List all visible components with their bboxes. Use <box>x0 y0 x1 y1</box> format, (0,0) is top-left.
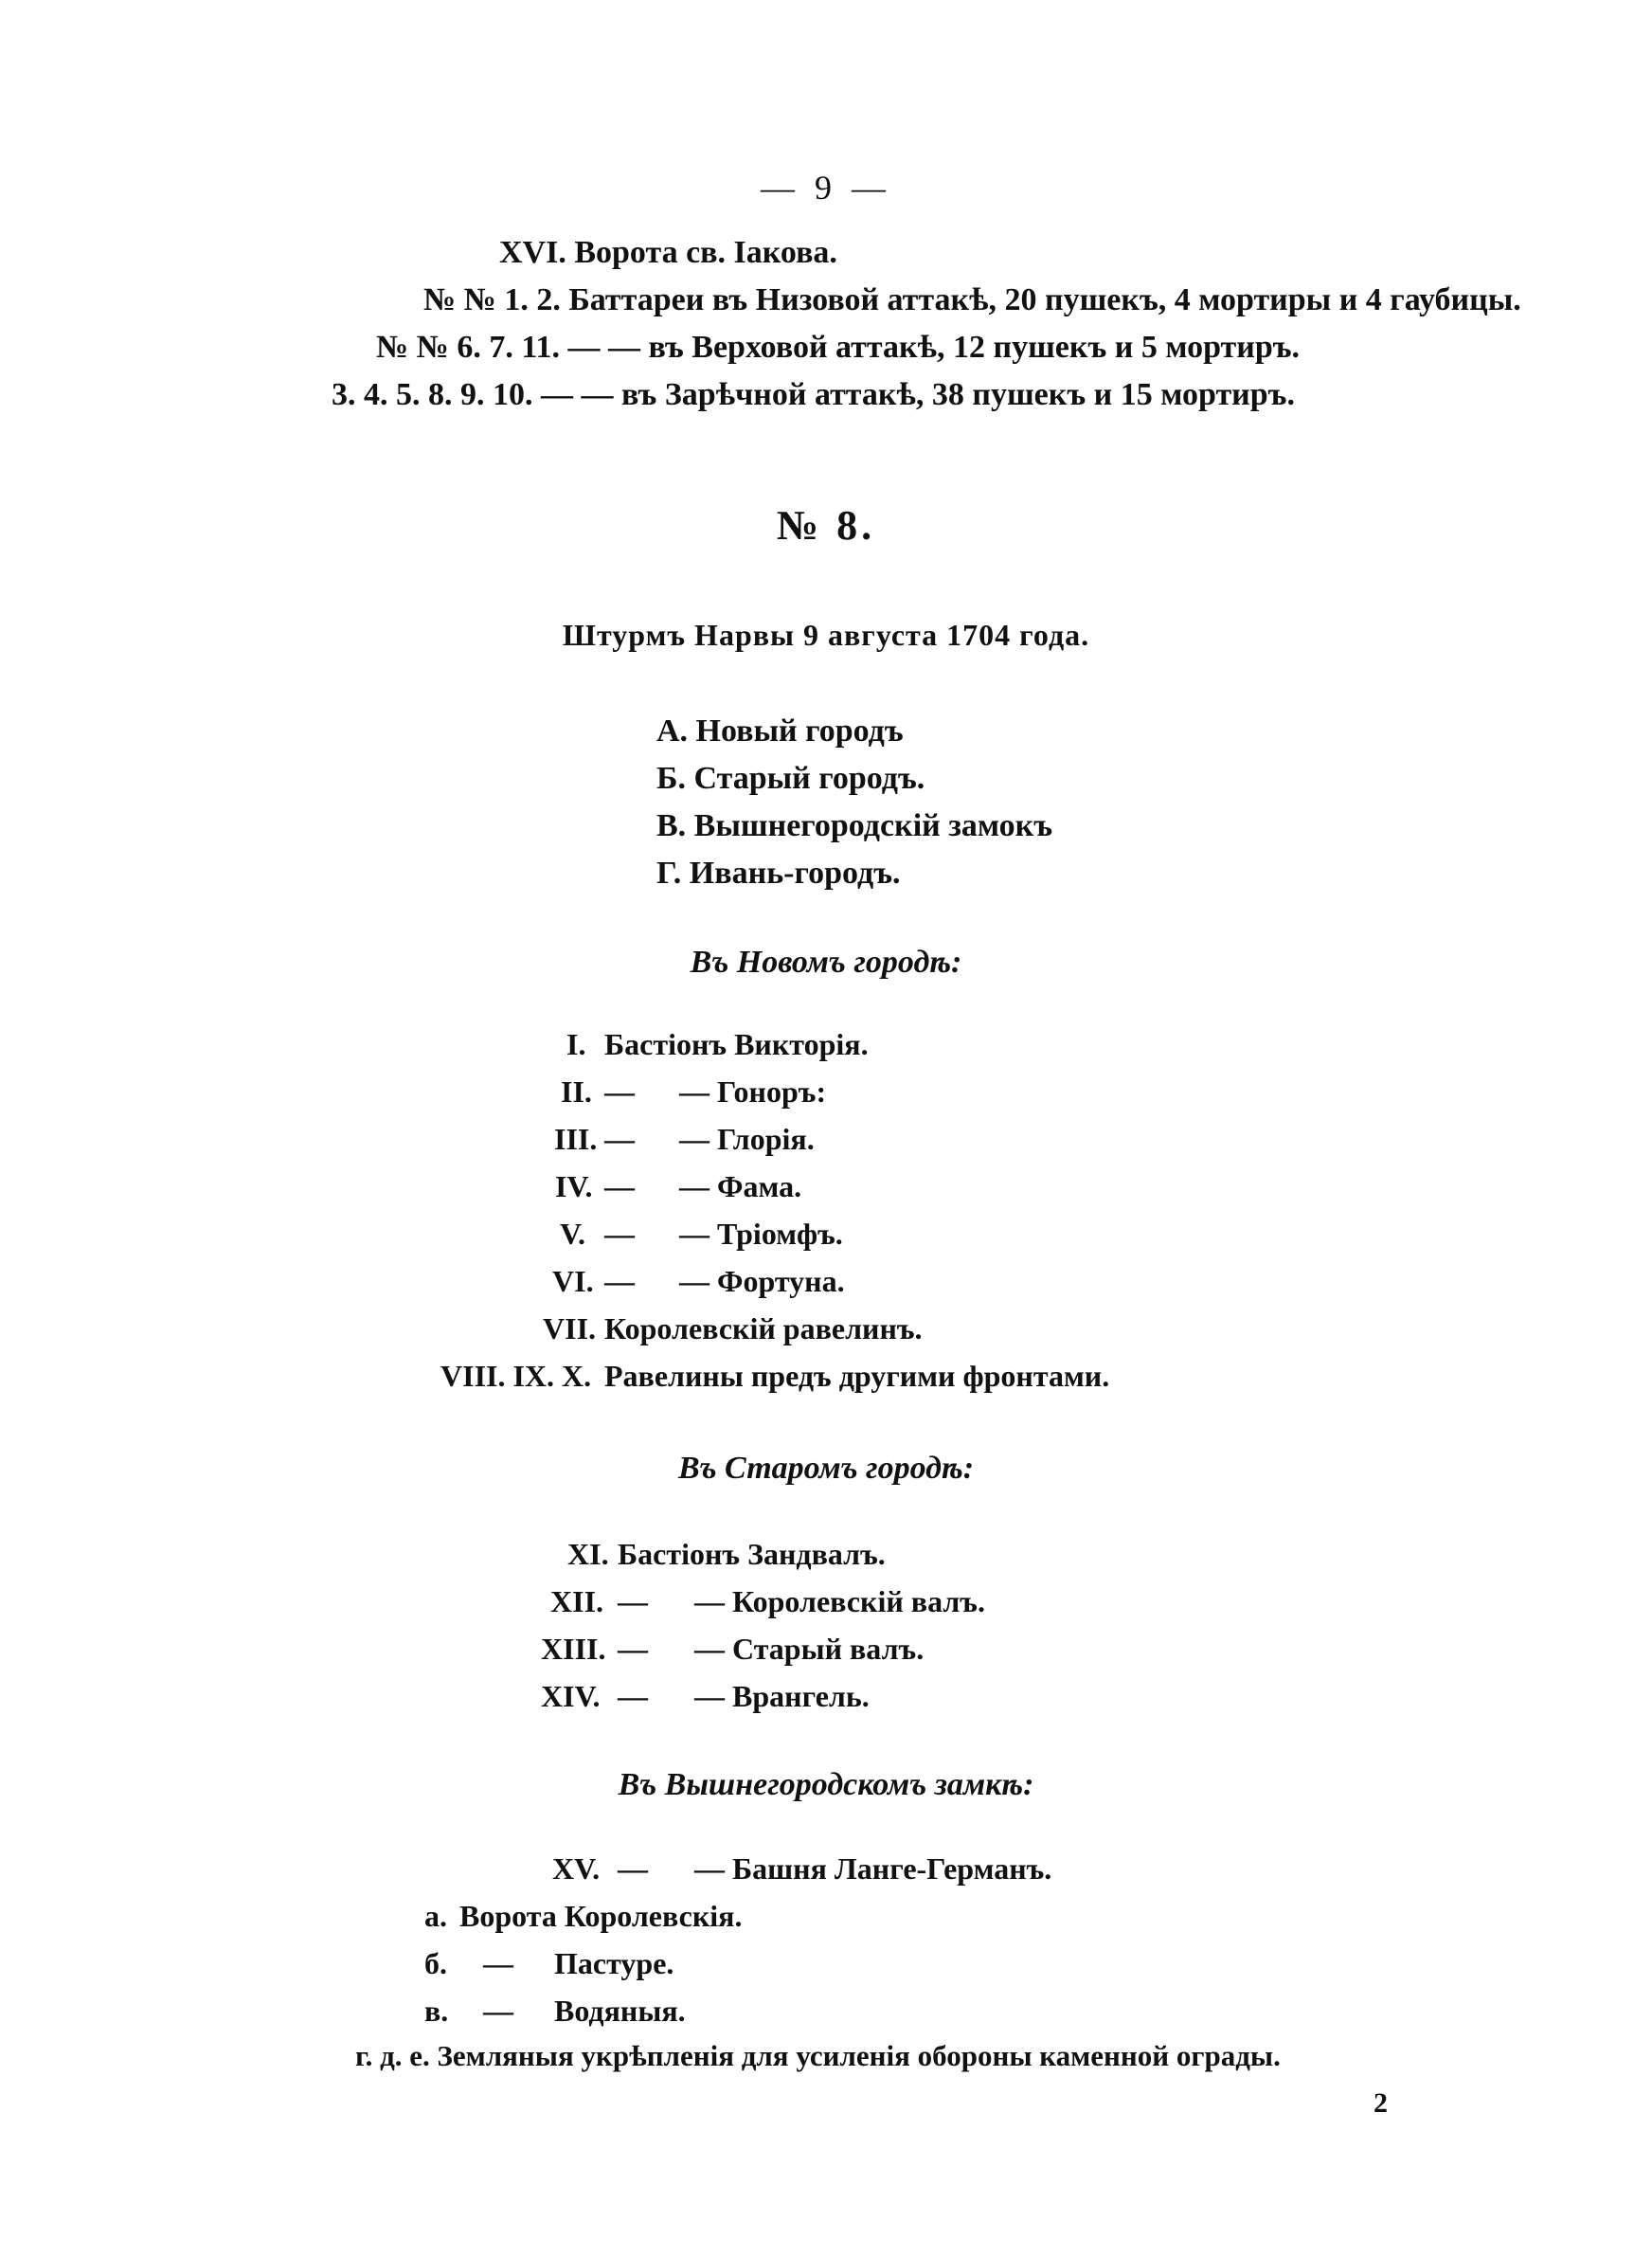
item-text: — Старый валъ. <box>694 1632 925 1666</box>
gates-line: XVI. Ворота св. Іакова. <box>499 235 837 270</box>
item-dash: — <box>604 1264 635 1298</box>
new-town-heading: Въ Новомъ городѣ: <box>690 945 962 980</box>
district-v: В. Вышнегородскій замокъ <box>656 808 1053 843</box>
item-number: III. <box>554 1122 598 1156</box>
item-number: II. <box>561 1074 592 1109</box>
district-a: А. Новый городъ <box>656 713 904 749</box>
item-text: Пастуре. <box>554 1946 674 1980</box>
battery-line-1: № № 1. 2. Баттареи въ Низовой аттакѣ, 20 пушекъ, 4 мортиры и 4 гаубицы. <box>423 282 1521 317</box>
item-text: Ворота Королевскія. <box>459 1899 743 1933</box>
item-dash: — <box>604 1217 635 1251</box>
item-text: — Королевскій валъ. <box>694 1584 985 1618</box>
earthworks-line: г. д. е. Земляныя укрѣпленія для усиленія обороны каменной ограды. <box>355 2039 1281 2072</box>
page-number: — 9 — <box>761 169 891 207</box>
item-number: VIII. IX. X. <box>440 1359 592 1393</box>
old-town-heading: Въ Старомъ городѣ: <box>677 1451 975 1486</box>
item-text: Бастіонъ Зандвалъ. <box>618 1537 886 1571</box>
item-number: V. <box>560 1217 585 1251</box>
item-text: — Гоноръ: <box>679 1074 827 1109</box>
item-dash: — <box>604 1169 635 1203</box>
item-dash: — <box>618 1632 648 1666</box>
item-text: — Фама. <box>679 1169 802 1203</box>
item-dash: — <box>604 1122 635 1156</box>
item-text: Равелины предъ другими фронтами. <box>604 1359 1110 1393</box>
item-dash: — <box>618 1584 648 1618</box>
item-dash: — <box>483 1946 513 1980</box>
item-text: — Тріомфъ. <box>679 1217 843 1251</box>
item-number: VI. <box>552 1264 594 1298</box>
item-number: XII. <box>550 1584 604 1618</box>
item-dash: — <box>618 1851 648 1886</box>
item-text: Королевскій равелинъ. <box>604 1311 923 1345</box>
district-g: Г. Ивань-городъ. <box>656 856 901 891</box>
item-number: I. <box>566 1027 586 1061</box>
item-number: VII. <box>543 1311 597 1345</box>
battery-line-2: № № 6. 7. 11. — — въ Верховой аттакѣ, 12 пушекъ и 5 мортиръ. <box>376 330 1301 365</box>
item-dash: — <box>618 1679 648 1713</box>
item-number: XIII. <box>541 1632 606 1666</box>
item-number: в. <box>424 1994 449 2028</box>
item-number: XV. <box>552 1851 601 1886</box>
signature-mark: 2 <box>1374 2087 1388 2119</box>
item-number: XI. <box>567 1537 609 1571</box>
section-number: № 8. <box>776 502 876 549</box>
item-number: XIV. <box>541 1679 601 1713</box>
item-dash: — <box>483 1994 513 2028</box>
battery-line-3: 3. 4. 5. 8. 9. 10. — — въ Зарѣчной аттакѣ, 38 пушекъ и 15 мортиръ. <box>332 377 1295 412</box>
district-b: Б. Старый городъ. <box>656 761 925 796</box>
item-dash: — <box>604 1074 635 1109</box>
item-text: — Башня Ланге-Германъ. <box>694 1851 1052 1886</box>
item-number: IV. <box>555 1169 593 1203</box>
caption: Штурмъ Нарвы 9 августа 1704 года. <box>562 618 1090 652</box>
item-number: б. <box>424 1946 447 1980</box>
item-text: Бастіонъ Викторія. <box>604 1027 869 1061</box>
item-text: Водяныя. <box>554 1994 686 2028</box>
item-text: — Фортуна. <box>679 1264 845 1298</box>
item-number: а. <box>424 1899 447 1933</box>
item-text: — Глорія. <box>679 1122 815 1156</box>
item-text: — Врангель. <box>694 1679 870 1713</box>
castle-heading: Въ Вышнегородскомъ замкѣ: <box>618 1767 1034 1802</box>
